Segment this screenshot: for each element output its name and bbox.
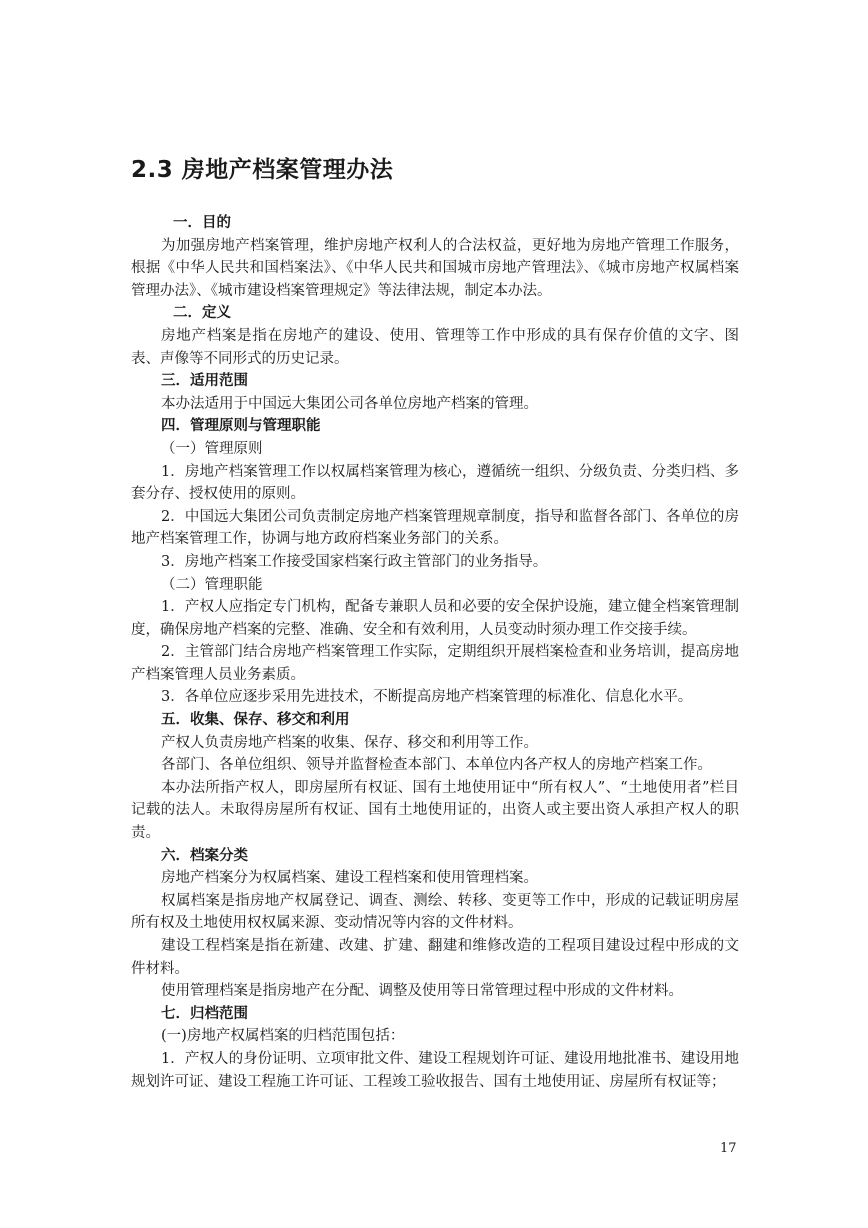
list-item: 1．产权人的身份证明、立项审批文件、建设工程规划许可证、建设用地批准书、建设用地规划许可证、建设工程施工许可证、工程竣工验收报告、国有土地使用证、房屋所有权证等； [131, 1050, 739, 1090]
paragraph: 权属档案是指房地产权属登记、调查、测绘、转移、变更等工作中，形成的记载证明房屋所有权及土地使用权权属来源、变动情况等内容的文件材料。 [131, 892, 739, 932]
paragraph: 本办法所指产权人，即房屋所有权证、国有土地使用证中“所有权人”、“土地使用者”栏目记载的法人。未取得房屋所有权证、国有土地使用证的，出资人或主要出资人承担产权人的职责。 [131, 779, 739, 842]
paragraph: 使用管理档案是指房地产在分配、调整及使用等日常管理过程中形成的文件材料。 [161, 983, 683, 1000]
paragraph: 各部门、各单位组织、领导并监督检查本部门、本单位内各产权人的房地产档案工作。 [161, 757, 712, 774]
list-item: 2．主管部门结合房地产档案管理工作实际，定期组织开展档案检查和业务培训，提高房地产档案管理人员业务素质。 [131, 644, 739, 683]
list-item: 2．中国远大集团公司负责制定房地产档案管理规章制度，指导和监督各部门、各单位的房地产档案管理工作，协调与地方政府档案业务部门的关系。 [131, 508, 739, 548]
heading-classification: 六．档案分类 [161, 847, 248, 864]
paragraph: 为加强房地产档案管理，维护房地产权利人的合法权益，更好地为房地产管理工作服务，根据《中华人民共和国档案法》、《中华人民共和国城市房地产管理法》、《城市房地产权属档案管理办法》、《城市建设档案管理规定》等法律法规，制定本办法。 [131, 237, 739, 299]
list-item: 3．房地产档案工作接受国家档案行政主管部门的业务指导。 [161, 553, 548, 570]
paragraph: 本办法适用于中国远大集团公司各单位房地产档案的管理。 [161, 395, 538, 412]
list-item: 1．产权人应指定专门机构，配备专兼职人员和必要的安全保护设施，建立健全档案管理制度，确保房地产档案的完整、准确、安全和有效利用，人员变动时须办理工作交接手续。 [131, 599, 739, 638]
page-number: 17 [720, 1141, 737, 1156]
subheading-principles: （一）管理原则 [161, 440, 263, 457]
heading-definition: 二．定义 [173, 305, 231, 322]
list-item: 1．房地产档案管理工作以权属档案管理为核心，遵循统一组织、分级负责、分类归档、多套分存、授权使用的原则。 [131, 463, 739, 503]
heading-collection: 五．收集、保存、移交和利用 [161, 712, 350, 729]
heading-archiving-scope: 七．归档范围 [161, 1005, 248, 1022]
paragraph: 房地产档案是指在房地产的建设、使用、管理等工作中形成的具有保存价值的文字、图表、声像等不同形式的历史记录。 [131, 327, 739, 367]
paragraph: 房地产档案分为权属档案、建设工程档案和使用管理档案。 [161, 870, 538, 887]
paragraph: 建设工程档案是指在新建、改建、扩建、翻建和维修改造的工程项目建设过程中形成的文件材料。 [131, 938, 739, 977]
subheading-ownership-archives: (一)房地产权属档案的归档范围包括： [161, 1028, 405, 1045]
heading-principles: 四．管理原则与管理职能 [161, 418, 321, 435]
heading-scope: 三．适用范围 [161, 373, 248, 390]
list-item: 3．各单位应逐步采用先进技术，不断提高房地产档案管理的标准化、信息化水平。 [161, 689, 693, 706]
document-body [131, 212, 739, 1093]
section-title: 2.3 房地产档案管理办法 [131, 157, 394, 183]
heading-purpose: 一．目的 [173, 215, 231, 231]
subheading-functions: （二）管理职能 [161, 576, 263, 593]
paragraph: 产权人负责房地产档案的收集、保存、移交和利用等工作。 [161, 734, 538, 751]
